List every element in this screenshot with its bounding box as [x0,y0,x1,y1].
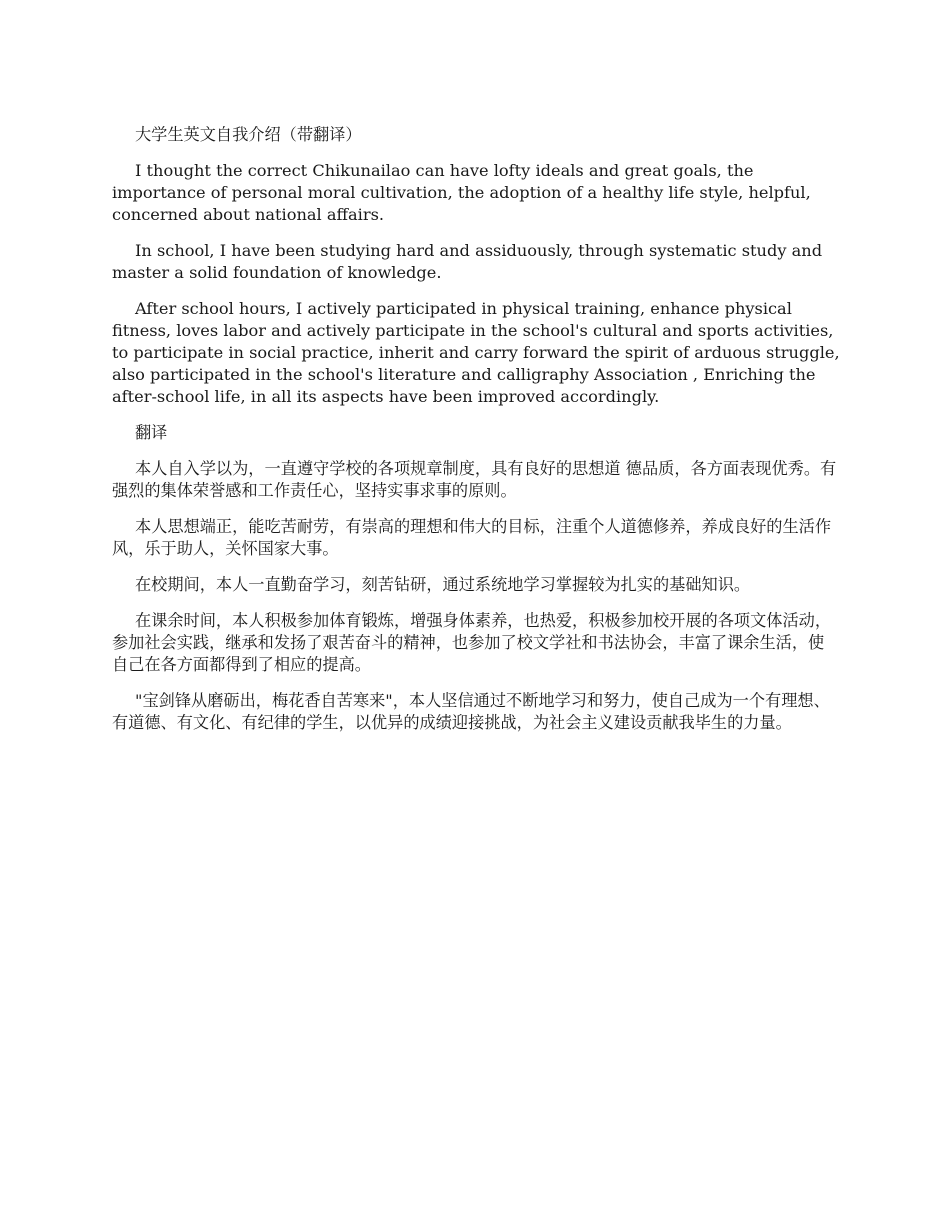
document-page [112,124,840,748]
chinese-paragraph-1: 本人自入学以为，一直遵守学校的各项规章制度，具有良好的思想道 德品质，各方面表现优秀。有强烈的集体荣誉感和工作责任心，坚持实事求事的原则。 [112,459,837,500]
chinese-paragraph-2: 本人思想端正，能吃苦耐劳，有崇高的理想和伟大的目标，注重个人道德修养，养成良好的生活作风，乐于助人，关怀国家大事。 [112,517,832,558]
english-paragraph-2: In school, I have been studying hard and assiduously, through systematic study and master a solid foundation of knowledge. [112,241,823,282]
chinese-paragraph-3: 在校期间，本人一直勤奋学习，刻苦钻研，通过系统地学习掌握较为扎实的基础知识。 [135,575,751,594]
chinese-paragraph-4: 在课余时间，本人积极参加体育锻炼，增强身体素养，也热爱，积极参加校开展的各项文体活动，参加社会实践，继承和发扬了艰苦奋斗的精神，也参加了校文学社和书法协会，丰富了课余生活，使自己在各方面都得到了相应的提高。 [112,611,832,674]
chinese-paragraph-5: "宝剑锋从磨砺出，梅花香自苦寒来"，本人坚信通过不断地学习和努力，使自己成为一个有理想、有道德、有文化、有纪律的学生，以优异的成绩迎接挑战，为社会主义建设贡献我毕生的力量。 [112,691,830,732]
english-paragraph-3: After school hours, I actively participated in physical training, enhance physical fitness, loves labor and actively participate in the school's cultural and sports activities, to participate in social practice, inherit and carry forward the spirit of arduous struggle, also participated in the school's literature and calligraphy Association , Enriching the after-school life, in all its aspects have been improved accordingly. [112,299,840,406]
translation-heading: 翻译 [135,423,168,442]
document-title: 大学生英文自我介绍（带翻译） [135,125,362,144]
english-paragraph-1: I thought the correct Chikunailao can have lofty ideals and great goals, the importance of personal moral cultivation, the adoption of a healthy life style, helpful, concerned about national affairs. [112,161,811,224]
